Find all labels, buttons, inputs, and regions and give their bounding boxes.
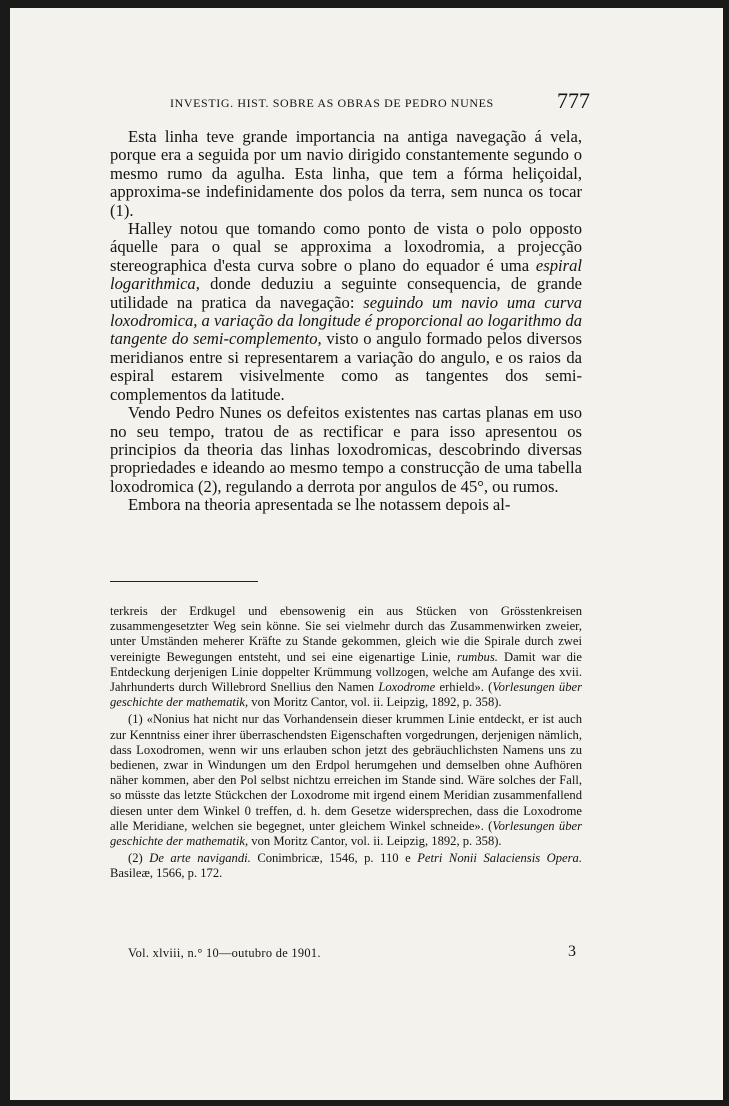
paragraph-2-text-e: visto o angulo formado pelos diversos meridianos entre si representarem a variação do angulo, e os raios da espiral estarem visivelmente como as tangentes dos semi-complementos da latitude. [110, 329, 583, 404]
page-footer [110, 943, 582, 966]
footnotes [110, 604, 582, 884]
footnote-1 [110, 712, 582, 849]
fn1-italic-b: Vorlesungen über geschichte der mathematik, [110, 818, 582, 849]
footnote-rule [110, 581, 258, 582]
page-header [170, 88, 590, 122]
fn1-text-c: von Moritz Cantor, vol. ii. Leipzig, 1892, p. 358). [248, 834, 502, 849]
paragraph-1: Esta linha teve grande importancia na antiga navegação á vela, porque era a seguida por um navio dirigido constantemente segundo o mesmo rumo da agulha. Esta linha, que tem a fórma heliçoidal, approxima-se indefinidamente dos polos da terra, sem nunca os tocar (1). [110, 127, 582, 220]
paragraph-2-text-c: donde deduziu a seguinte consequencia, de grande utilidade na pratica da navegação: [110, 274, 582, 312]
footnote-2 [110, 851, 582, 881]
fn0-text-c: Damit war die Entdeckung derjenigen Linie doppelter Krümmung vollzogen, welche am Aufange des xvii. Jahrhunderts durch Willebrord Snellius den Namen [110, 649, 582, 695]
fn0-text-a: terkreis der Erdkugel und ebensowenig ein aus Stücken von Grösstenkreisen zusammengesetzter Weg sein könne. Sie sei vielmehr durch das Zusammenwirken zweier, unter Umständen meherer Kräfte zu Stande gekommen, gleich wie die Spirale durch zwei vereinigte Bewegungen entsteht, und sei eine eigenartige Linie, [110, 604, 582, 664]
paragraph-2-text-a: Halley notou que tomando como ponto de vista o polo opposto áquelle para o qual se approxima a loxodromia, a projecção stereographica d'esta curva sobre o plano do equador é uma [110, 219, 582, 275]
fn1-text-a: (1) «Nonius hat nicht nur das Vorhandensein dieser krummen Linie entdeckt, er ist auch zur Kenntniss einer ihrer überraschendsten Eigenschaften vorgedrungen, derjenigen nämlich, dass Loxodromen, wenn wir uns erlauben schon jetzt des gebräuchlichsten Namens uns zu bedienen, zwar in Windungen um den Erdpol herumgehen und demselben ohne Aufhören näher kommen, aber den Pol selbst nichtzu erreichen im Stande sind. Wäre solches der Fall, so müsste das letzte Stückchen der Loxodrome mit irgend einem Meridian zusammenfallend diesen unter dem Winkel 0 treffen, d. h. dem Gesetze widersprechen, dass die Loxodrome alle Meridiane, welchen sie begegnet, unter gleichem Winkel schneide». ( [110, 712, 582, 833]
issue-line: Vol. xlviii, n.° 10—outubro de 1901. [128, 946, 321, 960]
fn0-italic-d: Loxodrome [378, 680, 436, 695]
paragraph-3: Vendo Pedro Nunes os defeitos existentes nas cartas planas em uso no seu tempo, tratou de as rectificar e para isso apresentou os principios da theoria das linhas loxodromicas, descobrindo diversas propriedades e ideando ao mesmo tempo a construcção de uma tabella loxodromica (2), regulando a derrota por angulos de 45°, ou rumos. [110, 403, 582, 496]
paragraph-4: Embora na theoria apresentada se lhe notassem depois al- [128, 495, 511, 515]
book-page [10, 8, 723, 1100]
paragraph-2 [110, 220, 582, 404]
running-head: INVESTIG. HIST. SOBRE AS OBRAS DE PEDRO NUNES [170, 96, 494, 110]
fn0-italic-b: rumbus. [456, 649, 498, 664]
fn2-text-c: Conimbricæ, 1546, p. 110 e [250, 851, 418, 866]
page-number: 777 [557, 88, 590, 113]
paragraph-2-italic-b: espiral logarithmica, [110, 255, 582, 294]
signature-mark: 3 [568, 943, 576, 960]
paragraph-2-italic-d: seguindo um navio uma curva loxodromica, a variação da longitude é proporcional ao logarithmo da tangente do semi-complemento, [110, 292, 582, 349]
fn0-text-e: erhield». ( [435, 680, 493, 695]
fn0-text-g: von Moritz Cantor, vol. ii. Leipzig, 1892, p. 358). [248, 695, 502, 710]
fn2-italic-b: De arte navigandi. [149, 851, 251, 866]
body-text [110, 128, 582, 515]
footnote-continuation [110, 604, 582, 710]
fn2-italic-d: Petri Nonii Salaciensis Opera. [417, 851, 582, 866]
fn2-text-e: Basileæ, 1566, p. 172. [110, 866, 223, 881]
fn0-italic-f: Vorlesungen über geschichte der mathematik, [110, 680, 582, 710]
fn2-text-a: (2) [128, 851, 150, 866]
